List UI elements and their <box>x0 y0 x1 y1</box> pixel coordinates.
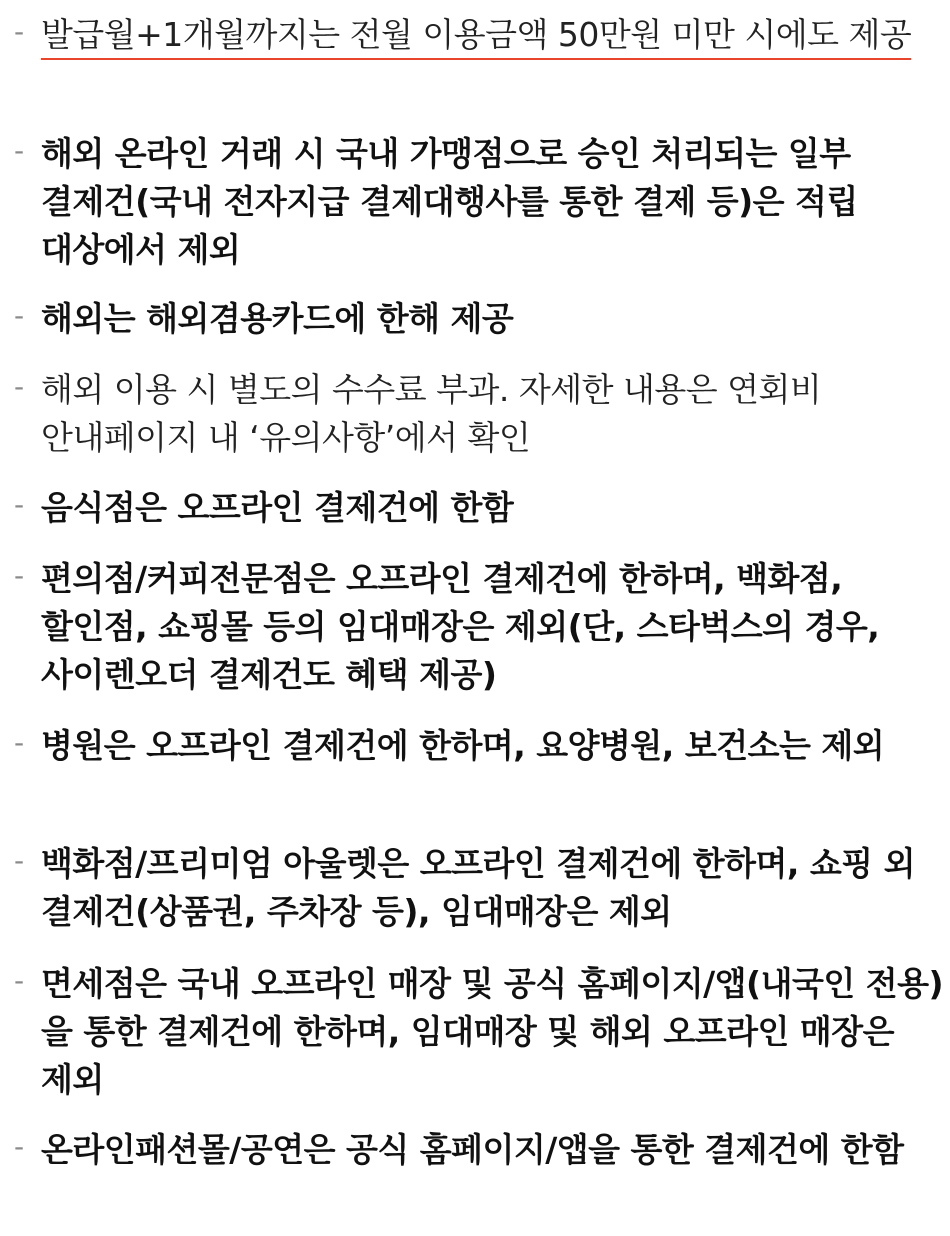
note-text: 온라인패션몰/공연은 공식 홈페이지/앱을 통한 결제건에 한함 <box>41 1130 904 1169</box>
note-text: 면세점은 국내 오프라인 매장 및 공식 홈페이지/앱(내국인 전용)을 통한 결제건에 한하며, 임대매장 및 해외 오프라인 매장은 제외 <box>41 964 944 1099</box>
note-text: 편의점/커피전문점은 오프라인 결제건에 한하며, 백화점, 할인점, 쇼핑몰 등의 임대매장은 제외(단, 스타벅스의 경우, 사이렌오더 결제건도 혜택 제공) <box>41 559 880 694</box>
bullet-dash: - <box>14 299 25 332</box>
bullet-dash: - <box>14 370 25 403</box>
bullet-dash: - <box>14 844 25 877</box>
bullet-dash: - <box>14 15 25 48</box>
note-text-highlighted: 발급월+1개월까지는 전월 이용금액 50만원 미만 시에도 제공 <box>41 15 912 54</box>
note-text: 해외 이용 시 별도의 수수료 부과. 자세한 내용은 연회비 안내페이지 내 ‘유의사항’에서 확인 <box>41 370 822 457</box>
bullet-dash: - <box>14 964 25 997</box>
bullet-dash: - <box>14 726 25 759</box>
note-text: 해외 온라인 거래 시 국내 가맹점으로 승인 처리되는 일부 결제건(국내 전자지급 결제대행사를 통한 결제 등)은 적립 대상에서 제외 <box>41 134 858 269</box>
bullet-dash: - <box>14 488 25 521</box>
note-text: 음식점은 오프라인 결제건에 한함 <box>41 488 514 527</box>
note-text: 해외는 해외겸용카드에 한해 제공 <box>41 299 514 338</box>
bullet-dash: - <box>14 1130 25 1163</box>
bullet-dash: - <box>14 559 25 592</box>
note-text: 병원은 오프라인 결제건에 한하며, 요양병원, 보건소는 제외 <box>41 726 885 765</box>
note-text: 백화점/프리미엄 아울렛은 오프라인 결제건에 한하며, 쇼핑 외 결제건(상품권, 주차장 등), 임대매장은 제외 <box>41 844 915 931</box>
bullet-dash: - <box>14 134 25 167</box>
